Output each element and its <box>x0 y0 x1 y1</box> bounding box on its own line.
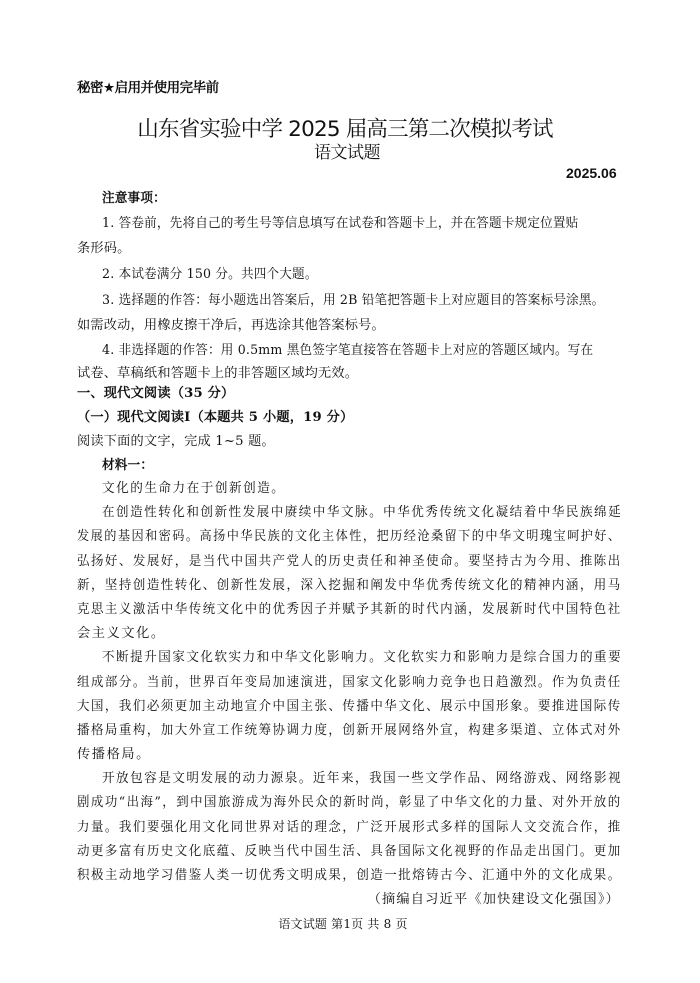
body-line: 弘扬好、发展好，是当代中国共产党人的历史责任和神圣使命。要坚持古为今用、推陈出 <box>77 553 622 569</box>
citation: （摘编自习近平《加快建设文化强国》） <box>367 892 620 907</box>
sub-heading: （一）现代文阅读Ⅰ（本题共 5 小题，19 分） <box>77 410 354 425</box>
body-line: 积极主动地学习借鉴人类一切优秀文明成果，创造一批熔铸古今、汇通中外的文化成果。 <box>77 868 622 883</box>
body-line: 开放包容是文明发展的动力源泉。近年来，我国一些文学作品、网络游戏、网络影视 <box>102 771 623 787</box>
notice-heading: 注意事项： <box>102 191 166 206</box>
body-line: 传播格局。 <box>77 747 151 763</box>
material-label: 材料一： <box>102 458 154 473</box>
notice-line: 3. 选择题的作答：每小题选出答案后，用 2B 铅笔把答题卡上对应题目的答案标号涂黑。 <box>102 293 605 308</box>
reading-instruction: 阅读下面的文字，完成 1~5 题。 <box>77 434 275 449</box>
exam-subtitle: 语文试题 <box>314 143 380 163</box>
body-line: 动更多富有历史文化底蕴、反映当代中国生活、具备国际文化视野的作品走出国门。更加 <box>77 843 622 859</box>
body-line: 在创造性转化和创新性发展中赓续中华文脉。中华优秀传统文化凝结着中华民族绵延 <box>102 505 623 521</box>
body-line: 新，坚持创造性转化、创新性发展，深入挖掘和阐发中华优秀传统文化的精神内涵，用马 <box>77 577 622 593</box>
body-line: 力量。我们要强化用文化同世界对话的理念，广泛开展形式多样的国际人文交流合作，推 <box>77 819 622 835</box>
body-line: 克思主义激活中华传统文化中的优秀因子并赋予其新的时代内涵，发展新时代中国特色社 <box>77 601 622 617</box>
notice-line: 如需改动，用橡皮擦干净后，再选涂其他答案标号。 <box>77 318 385 333</box>
body-line: 播格局重构，加大外宣工作统筹协调力度，创新开展网络外宣，构建多渠道、立体式对外 <box>77 722 622 738</box>
body-line: 不断提升国家文化软实力和中华文化影响力。文化软实力和影响力是综合国力的重要 <box>102 650 623 666</box>
part-heading: 一、现代文阅读（35 分） <box>77 386 235 401</box>
notice-line: 4. 非选择题的作答：用 0.5mm 黑色签字笔直接答在答题卡上对应的答题区域内。写在 <box>102 343 594 358</box>
body-line: 会主义文化。 <box>77 626 166 642</box>
body-line: 文化的生命力在于创新创造。 <box>102 481 286 496</box>
confidential-notice: 秘密★启用并使用完毕前 <box>77 80 219 96</box>
body-line: 发展的基因和密码。高扬中华民族的文化主体性，把历经沧桑留下的中华文明瑰宝呵护好、 <box>77 529 622 545</box>
body-line: 大国，我们必须更加主动地宣介中国主张、传播中华文化、展示中国形象。要推进国际传 <box>77 698 622 714</box>
exam-date: 2025.06 <box>566 165 617 181</box>
notice-line: 1. 答卷前，先将自己的考生号等信息填写在试卷和答题卡上，并在答题卡规定位置贴 <box>102 216 579 231</box>
notice-line: 试卷、草稿纸和答题卡上的非答题区域均无效。 <box>77 366 359 381</box>
body-line: 剧成功“出海”，到中国旅游成为海外民众的新时尚，彰显了中华文化的力量、对外开放的 <box>77 795 622 811</box>
page-footer: 语文试题 第1页 共 8 页 <box>278 917 408 931</box>
notice-line: 2. 本试卷满分 150 分。共四个大题。 <box>102 267 318 282</box>
exam-title: 山东省实验中学 2025 届高三第二次模拟考试 <box>137 117 553 142</box>
body-line: 组成部分。当前，世界百年变局加速演进，国家文化影响力竞争也日趋激烈。作为负责任 <box>77 674 622 690</box>
notice-line: 条形码。 <box>77 241 131 256</box>
